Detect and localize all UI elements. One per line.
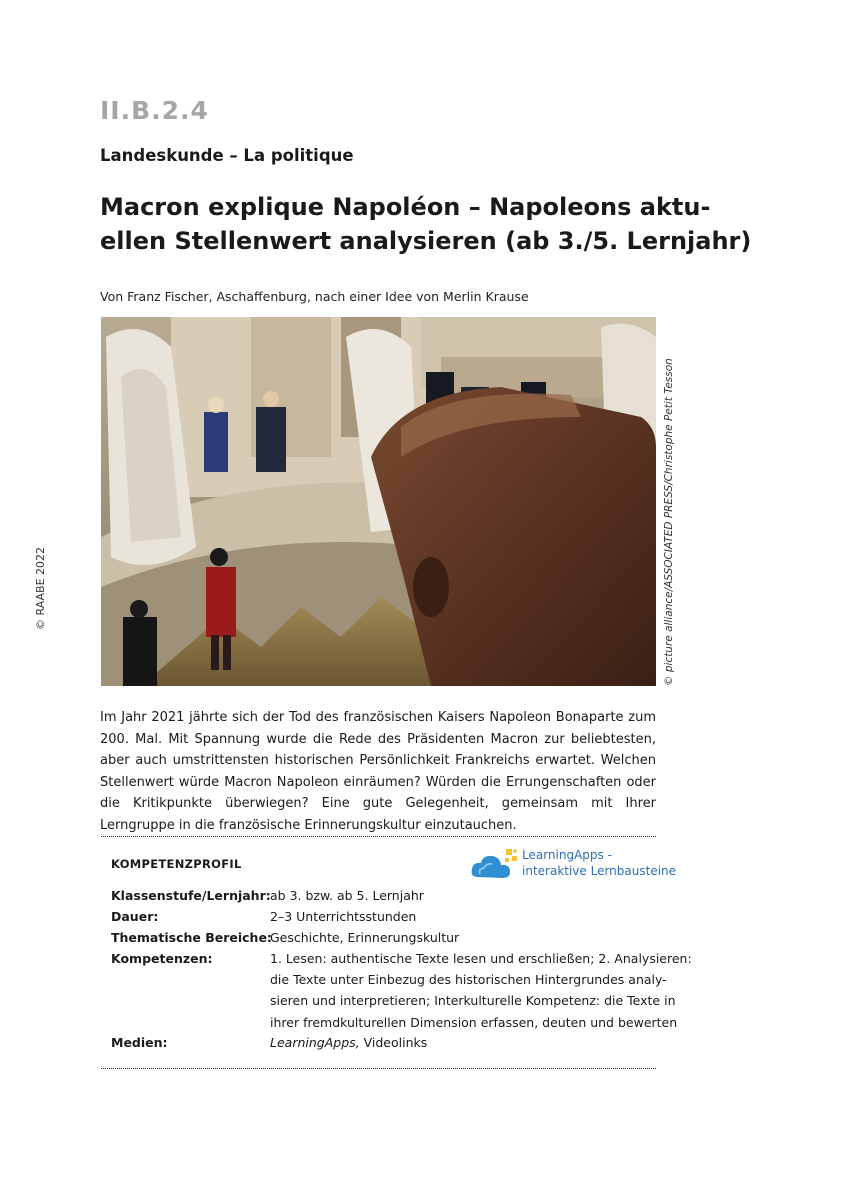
competence-line: ihrer fremdkulturellen Dimension erfassen, deuten und bewerten: [270, 1014, 678, 1030]
profile-value: ab 3. bzw. ab 5. Lernjahr: [270, 888, 424, 903]
photo-credit: © picture alliance/ASSOCIATED PRESS/Christophe Petit Tesson: [663, 358, 675, 686]
author-line: Von Franz Fischer, Aschaffenburg, nach einer Idee von Merlin Krause: [100, 289, 529, 304]
competence-line: 1. Lesen: authentische Texte lesen und erschließen; 2. Analysieren:: [270, 951, 692, 966]
media-rest: Videolinks: [359, 1035, 428, 1050]
intro-paragraph: Im Jahr 2021 jährte sich der Tod des französischen Kaisers Napoleon Bonaparte zum 200. Mal. Mit Spannung wurde die Rede des Präsidenten Macron zur beliebtesten, aber auch umstrittensten historischen Persönlichkeit Frankreichs erwartet. Welchen Stellenwert würde Macron Napoleon einräumen? Würden die Errungenschaften oder die Kritikpunkte überwiegen? Eine gute Gelegenheit, gemeinsam mit Ihrer Lerngruppe in die französische Erinnerungskultur einzutauchen.: [100, 710, 656, 833]
page-title: [100, 190, 752, 258]
profile-label: Medien:: [111, 1035, 168, 1050]
section-code: II.B.2.4: [100, 96, 209, 125]
competence-line: die Texte unter Einbezug des historischen Hintergrundes analy-: [270, 972, 667, 988]
learningapps-logo: [470, 843, 677, 883]
subject-line: Landeskunde – La politique: [100, 146, 354, 165]
profile-label: Dauer:: [111, 909, 159, 924]
title-line-2: ellen Stellenwert analysieren (ab 3./5. Lernjahr): [100, 227, 752, 255]
profile-value: 2–3 Unterrichtsstunden: [270, 909, 417, 924]
bottom-dotted-divider: [101, 1068, 656, 1069]
profile-label: Kompetenzen:: [111, 951, 213, 966]
logo-line-1: LearningApps -: [522, 848, 612, 862]
competence-line: sieren und interpretieren; Interkulturelle Kompetenz: die Texte in: [270, 993, 676, 1009]
profile-value: [270, 948, 692, 1033]
cloud-puzzle-icon: [470, 847, 520, 883]
profile-label: Thematische Bereiche:: [111, 930, 272, 945]
copyright-side-note: © RAABE 2022: [34, 546, 47, 630]
title-line-1: Macron explique Napoléon – Napoleons aktu-: [100, 193, 711, 221]
media-learningapps: LearningApps,: [270, 1035, 360, 1050]
napoleon-tomb-photo: [101, 317, 656, 686]
profile-value: [270, 1032, 650, 1053]
profile-heading: KOMPETENZPROFIL: [111, 857, 242, 871]
logo-line-2: interaktive Lernbausteine: [522, 864, 677, 878]
top-dotted-divider: [101, 836, 656, 837]
profile-label: Klassenstufe/Lernjahr:: [111, 888, 271, 903]
profile-value: Geschichte, Erinnerungskultur: [270, 930, 460, 945]
